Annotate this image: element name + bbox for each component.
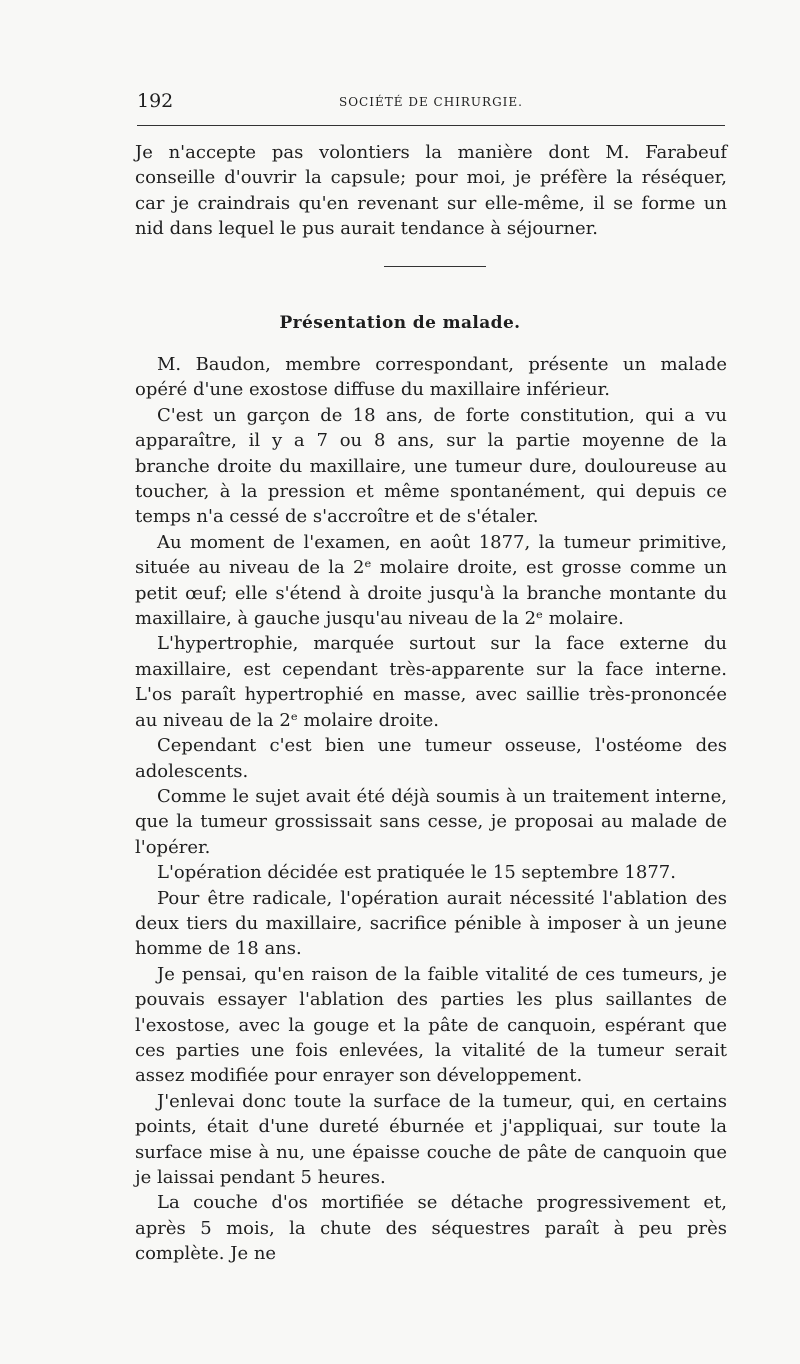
paragraph: M. Baudon, membre correspondant, présente un malade opéré d'une exostose diffuse du maxillaire inférieur. bbox=[135, 354, 727, 401]
paragraph: J'enlevai donc toute la surface de la tumeur, qui, en certains points, était d'une dureté éburnée et j'appliquai, sur toute la surface mise à nu, une épaisse couche de pâte de canquoin que je laissai pendant 5 heures. bbox=[135, 1090, 727, 1188]
paragraph: Comme le sujet avait été déjà soumis à un traitement interne, que la tumeur grossissait sans cesse, je proposai au malade de l'opérer. bbox=[135, 785, 727, 858]
paragraph: L'opération décidée est pratiquée le 15 septembre 1877. bbox=[157, 862, 676, 884]
page-header bbox=[137, 90, 725, 114]
running-head: SOCIÉTÉ DE CHIRURGIE. bbox=[339, 95, 523, 109]
paragraph: L'hypertrophie, marquée surtout sur la face externe du maxillaire, est cependant très-apparente sur la face interne. L'os paraît hypertrophié en masse, avec saillie très-prononcée au niveau de la 2ᵉ molaire droite. bbox=[135, 633, 727, 731]
paragraph: C'est un garçon de 18 ans, de forte constitution, qui a vu apparaître, il y a 7 ou 8 ans, sur la partie moyenne de la branche droite du maxillaire, une tumeur dure, douloureuse au toucher, à la pression et même spontanément, qui depuis ce temps n'a cessé de s'accroître et de s'étaler. bbox=[135, 404, 727, 528]
paragraph: Au moment de l'examen, en août 1877, la tumeur primitive, située au niveau de la 2ᵉ molaire droite, est grosse comme un petit œuf; elle s'étend à droite jusqu'à la branche montante du maxillaire, à gauche jusqu'au niveau de la 2ᵉ molaire. bbox=[135, 531, 727, 630]
intro-text bbox=[135, 140, 727, 242]
paragraph: Cependant c'est bien une tumeur osseuse, l'ostéome des adolescents. bbox=[135, 735, 727, 782]
paragraph: La couche d'os mortifiée se détache progressivement et, après 5 mois, la chute des séquestres paraît à peu près complète. Je ne bbox=[135, 1192, 727, 1265]
paragraph: Je pensai, qu'en raison de la faible vitalité de ces tumeurs, je pouvais essayer l'ablation des parties les plus saillantes de l'exostose, avec la gouge et la pâte de canquoin, espérant que ces parties une fois enlevées, la vitalité de la tumeur serait assez modifiée pour enrayer son développement. bbox=[135, 963, 727, 1087]
section-body bbox=[135, 352, 727, 1267]
page-number: 192 bbox=[137, 90, 174, 112]
paragraph: Pour être radicale, l'opération aurait nécessité l'ablation des deux tiers du maxillaire, sacrifice pénible à imposer à un jeune homme de 18 ans. bbox=[135, 887, 727, 960]
paragraph: Je n'accepte pas volontiers la manière dont M. Farabeuf conseille d'ouvrir la capsule; pour moi, je préfère la réséquer, car je craindrais qu'en revenant sur elle-même, il se forme un nid dans lequel le pus aurait tendance à séjourner. bbox=[135, 142, 727, 240]
section-separator bbox=[384, 266, 486, 267]
section-title: Présentation de malade. bbox=[279, 313, 521, 333]
header-rule bbox=[137, 125, 725, 126]
